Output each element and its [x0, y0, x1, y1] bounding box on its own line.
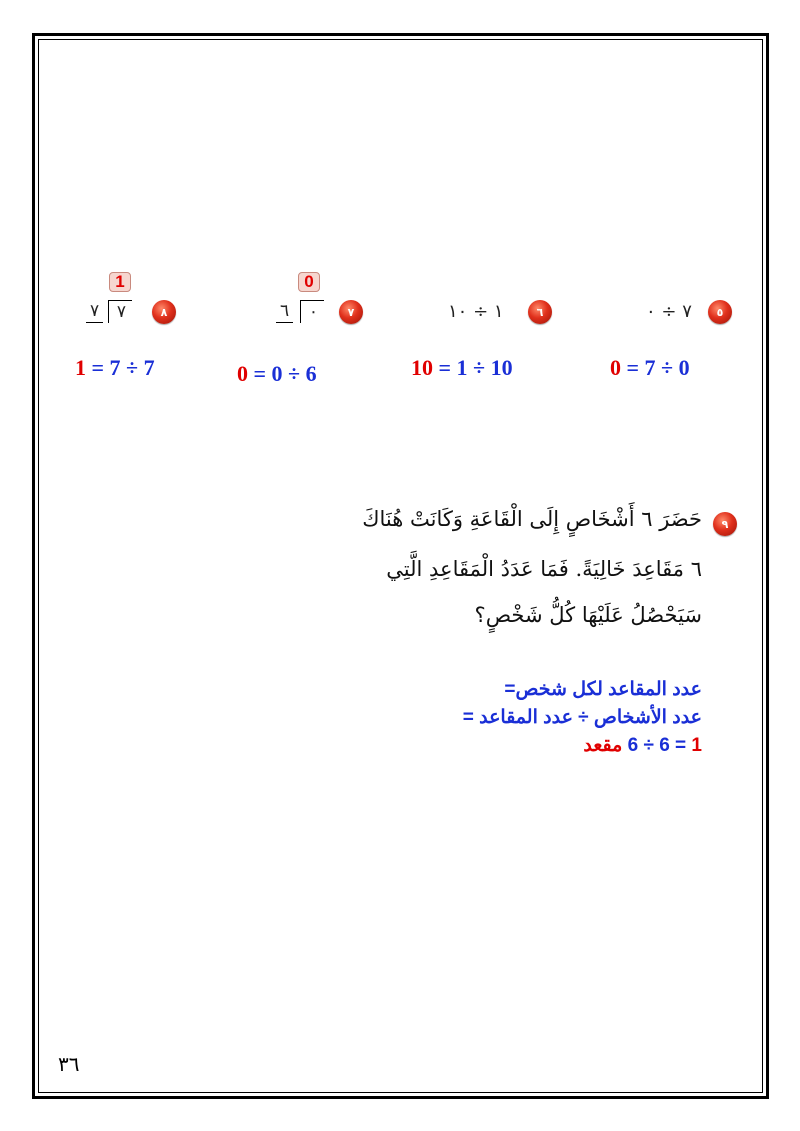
word-problem-line-2: ٦ مَقَاعِدَ خَالِيَةً. فَمَا عَدَدُ الْمَقَاعِدِ الَّتِي — [386, 557, 702, 581]
answer-equation: = 0 ÷ 6 — [248, 361, 317, 386]
answer-quotient: 0 — [610, 355, 621, 380]
dividend: ٠ — [300, 300, 324, 323]
page-number: ٣٦ — [58, 1052, 80, 1076]
solution-line-1: عدد المقاعد لكل شخص= — [504, 679, 702, 700]
word-problem-line-1: حَضَرَ ٦ أَشْخَاصٍ إِلَى الْقَاعَةِ وَكَانَتْ هُنَاكَ — [362, 507, 702, 531]
dividend: ٧ — [108, 300, 132, 323]
solution-line-3 — [583, 734, 702, 757]
problem-7-answer — [237, 361, 317, 387]
problem-9-badge: ٩ — [713, 512, 737, 536]
answer-quotient: 10 — [411, 355, 433, 380]
divisor: ٦ — [276, 300, 293, 323]
problem-7-long-division — [276, 300, 324, 326]
problem-8-quotient-box: 1 — [109, 272, 131, 292]
answer-quotient: 1 — [75, 355, 86, 380]
problem-6-answer — [411, 355, 513, 381]
word-problem-line-3: سَيَحْصُلُ عَلَيْهَا كُلُّ شَخْصٍ؟ — [474, 603, 702, 627]
problem-8-long-division — [86, 300, 132, 326]
problem-8-badge: ٨ — [152, 300, 176, 324]
answer-equation: = 1 ÷ 10 — [433, 355, 513, 380]
problem-6-badge: ٦ — [528, 300, 552, 324]
solution-line-2: عدد الأشخاص ÷ عدد المقاعد = — [462, 707, 702, 728]
problem-8-answer — [75, 355, 155, 381]
answer-equation: = 7 ÷ 7 — [86, 355, 155, 380]
solution-unit: مقعد — [583, 735, 628, 756]
problem-5-expression: ٧ ÷ ٠ — [646, 301, 692, 322]
answer-quotient: 0 — [237, 361, 248, 386]
answer-equation: = 7 ÷ 0 — [621, 355, 690, 380]
divisor: ٧ — [86, 300, 103, 323]
solution-expression: 6 ÷ 6 = 1 — [627, 735, 702, 756]
problem-7-quotient-box: 0 — [298, 272, 320, 292]
problem-5-answer — [610, 355, 690, 381]
problem-5-badge: ٥ — [708, 300, 732, 324]
problem-7-badge: ٧ — [339, 300, 363, 324]
problem-6-expression: ١ ÷ ١٠ — [448, 301, 504, 322]
